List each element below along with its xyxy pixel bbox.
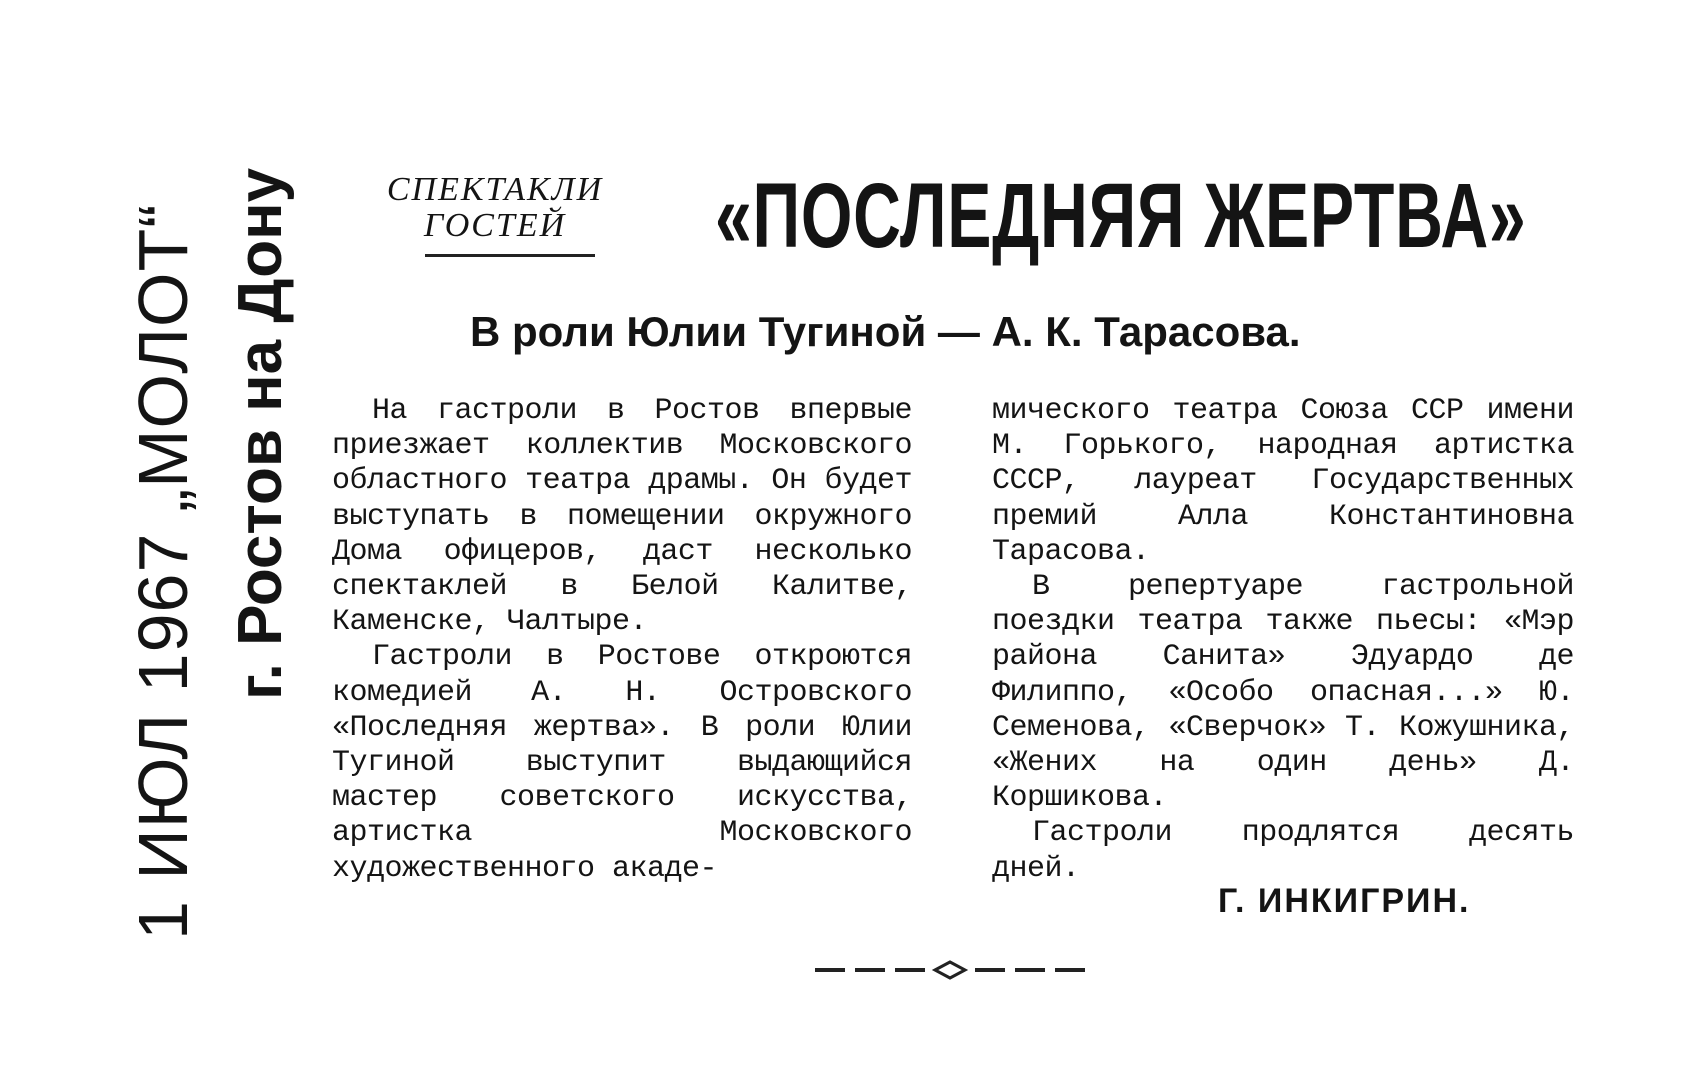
end-ornament [815,950,1115,990]
ornament-diamond [935,962,965,978]
rubric-line-1: СПЕКТАКЛИ [386,171,604,208]
rubric-label [380,172,610,244]
paragraph-2-end: мического театра Союза ССР имени М. Горького, народная артистка СССР, лауреат Государственных премий Алла Константиновна Тарасова. [992,394,1574,569]
rubric-underline [425,254,595,257]
paragraph-4: Гастроли продлятся десять дней. [992,816,1574,886]
rubric-line-2: ГОСТЕЙ [423,207,567,244]
article-headline: «ПОСЛЕДНЯЯ ЖЕРТВА» [715,165,1527,267]
paragraph-1: На гастроли в Ростов впервые приезжает коллектив Московского областного театра драмы. Он будет выступать в помещении окружного Дома офицеров, даст несколько спектаклей в Белой Калитве, Каменске, Чалтыре. [332,394,912,640]
date-stamp-text: 1 ИЮЛ 1967 „МОЛОТ“ [124,203,202,940]
article-column-right [992,394,1574,887]
author-signature: Г. ИНКИГРИН. [1218,882,1471,920]
place-stamp-text: г. Ростов на Дону [226,167,295,700]
paragraph-3: В репертуаре гастрольной поездки театра также пьесы: «Мэр района Санита» Эдуардо де Филиппо, «Особо опасная...» Ю. Семенова, «Сверчок» Т. Кожушника, «Жених на один день» Д. Коршикова. [992,570,1574,816]
article-subheadline: В роли Юлии Тугиной — А. К. Тарасова. [470,308,1301,355]
archive-date-stamp [124,203,202,940]
article-column-left [332,394,912,887]
archive-place-stamp [226,167,295,700]
paragraph-2-start: Гастроли в Ростове откроются комедией А. Н. Островского «Последняя жертва». В роли Юлии Тугиной выступит выдающийся мастер советского искусства, артистка Московского художественного акаде- [332,640,912,886]
